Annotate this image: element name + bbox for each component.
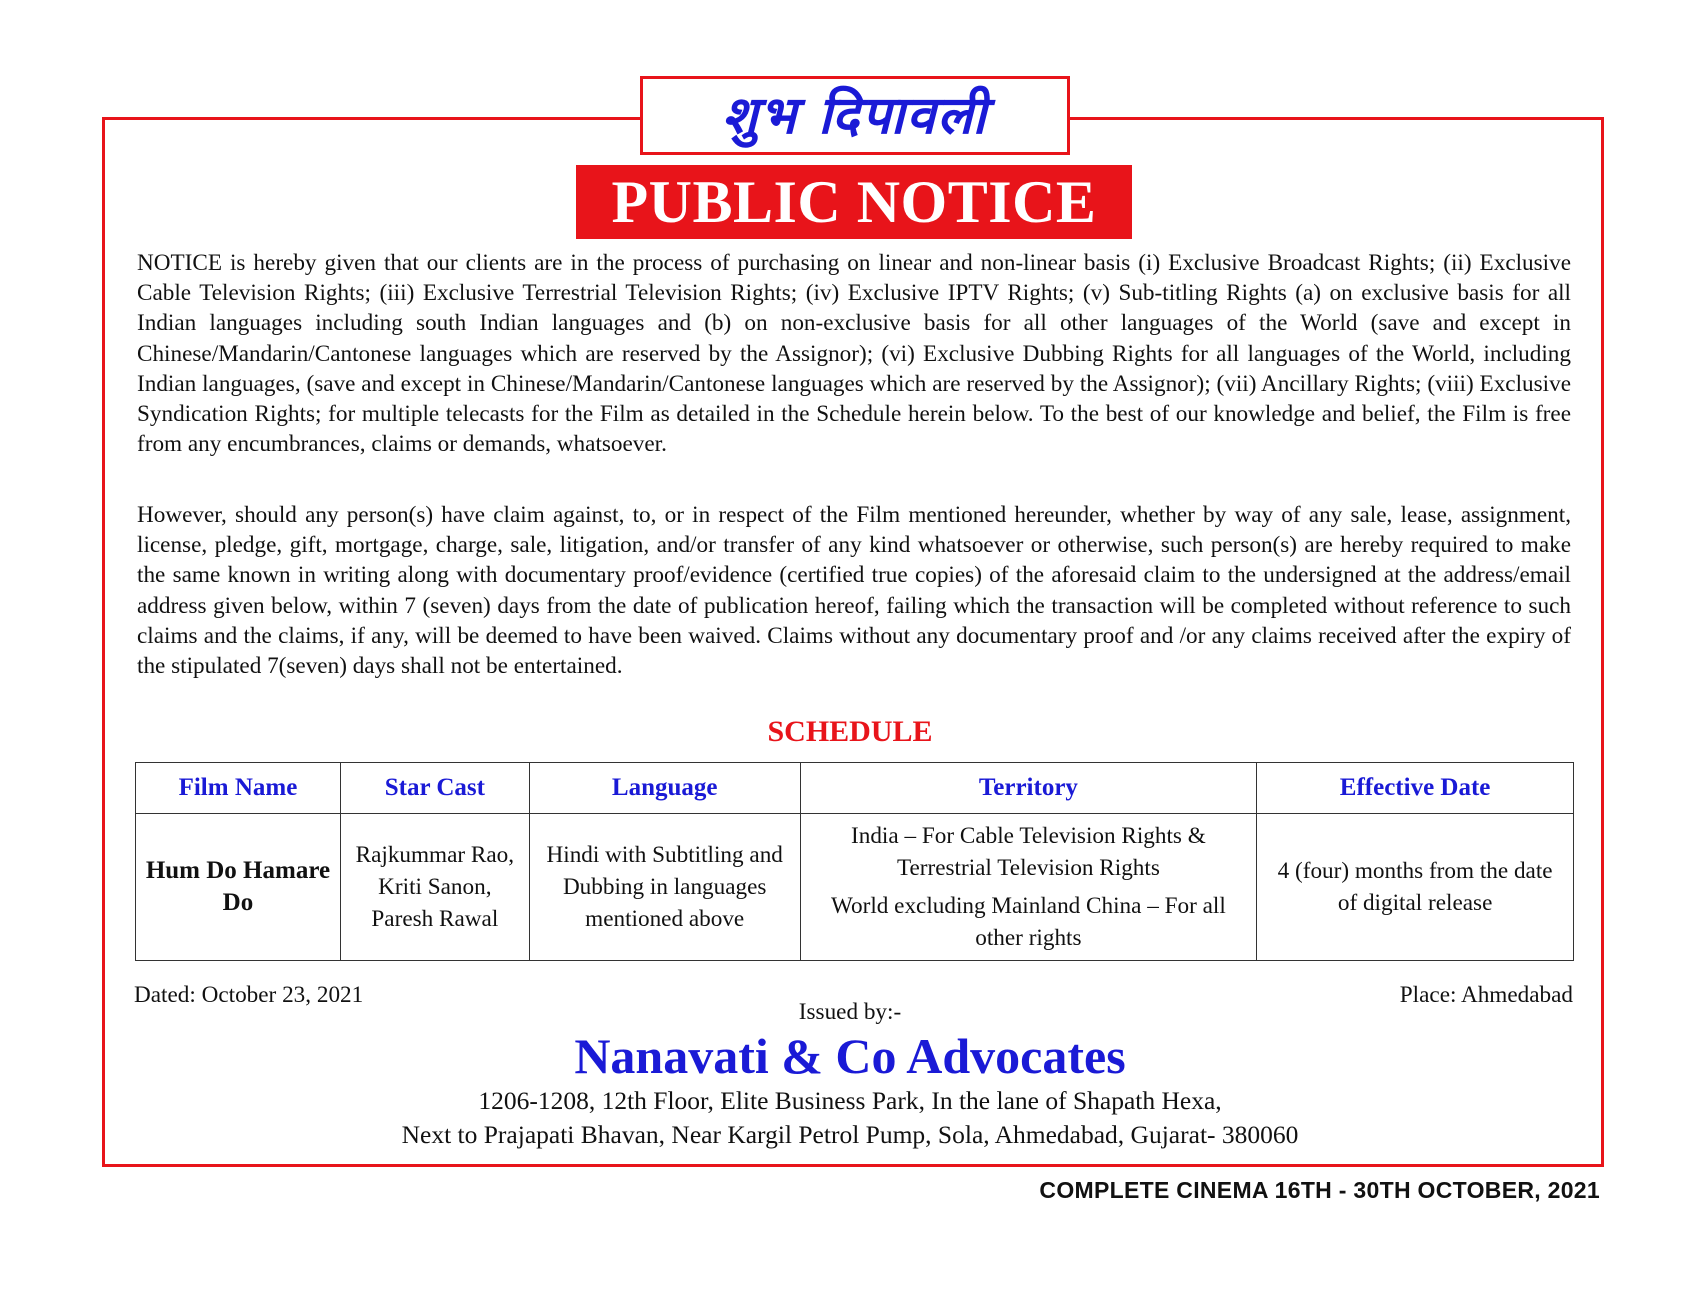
publication-footer: COMPLETE CINEMA 16TH - 30TH OCTOBER, 2021 [1039, 1177, 1600, 1203]
cell-effective-date: 4 (four) months from the date of digital release [1257, 814, 1574, 961]
header-effective-date: Effective Date [1257, 763, 1574, 814]
territory-india: India – For Cable Television Rights & Terrestrial Television Rights [851, 823, 1206, 881]
schedule-heading: SCHEDULE [767, 715, 933, 748]
notice-paragraph-2: However, should any person(s) have claim against, to, or in respect of the Film mentioned hereunder, whether by way of any sale, lease, assignment, license, pledge, gift, mortgage, charge, sale, litigation, and/or transfer of any kind whatsoever or otherwise, such person(s) are hereby required to make the same known in writing along with documentary proof/evidence (certified true copies) of the aforesaid claim to the undersigned at the address/email address given below, within 7 (seven) days from the date of publication hereof, failing which the transaction will be completed without reference to such claims and the claims, if any, will be deemed to have been waived. Claims without any documentary proof and /or any claims received after the expiry of the stipulated 7(seven) days shall not be entertained. [137, 502, 1571, 680]
territory-world: World excluding Mainland China – For all other rights [830, 893, 1226, 951]
issued-by-label: Issued by:- [798, 999, 902, 1025]
notice-paragraph-1: NOTICE is hereby given that our clients are in the process of purchasing on linear and non-linear basis (i) Exclusive Broadcast Rights; (ii) Exclusive Cable Television Rights; (iii) Exclusive Terrestrial Television Rights; (iv) Exclusive IPTV Rights; (v) Sub-titling Rights (a) on exclusive basis for all Indian languages including south Indian languages and (b) on non-exclusive basis for all other languages of the World (save and except in Chinese/Mandarin/Cantonese languages which are reserved by the Assignor); (vi) Exclusive Dubbing Rights for all languages of the World, including Indian languages, (save and except in Chinese/Mandarin/Cantonese languages which are reserved by the Assignor); (vii) Ancillary Rights; (viii) Exclusive Syndication Rights; for multiple telecasts for the Film as detailed in the Schedule herein below. To the best of our knowledge and belief, the Film is free from any encumbrances, claims or demands, whatsoever. [137, 250, 1571, 458]
greeting-banner [640, 76, 1070, 155]
table-header-row [136, 763, 1574, 814]
cell-star-cast: Rajkummar Rao, Kriti Sanon, Paresh Rawal [340, 814, 529, 961]
address-line-2: Next to Prajapati Bhavan, Near Kargil Petrol Pump, Sola, Ahmedabad, Gujarat- 380060 [401, 1120, 1299, 1149]
header-language: Language [529, 763, 800, 814]
date-line: Dated: October 23, 2021 [134, 982, 364, 1008]
header-territory: Territory [800, 763, 1257, 814]
address-line-1: 1206-1208, 12th Floor, Elite Business Park, In the lane of Shapath Hexa, [478, 1086, 1222, 1115]
table-row [136, 814, 1574, 961]
greeting-text: शुभ दिपावली [722, 85, 988, 146]
schedule-table [135, 762, 1574, 961]
cell-territory [800, 814, 1257, 961]
title-banner [576, 165, 1132, 239]
header-film-name: Film Name [136, 763, 341, 814]
firm-name: Nanavati & Co Advocates [574, 1028, 1126, 1084]
place-line: Place: Ahmedabad [1399, 982, 1573, 1008]
cell-film-name: Hum Do Hamare Do [136, 814, 341, 961]
page-title: PUBLIC NOTICE [611, 169, 1097, 235]
header-star-cast: Star Cast [340, 763, 529, 814]
cell-language: Hindi with Subtitling and Dubbing in languages mentioned above [529, 814, 800, 961]
